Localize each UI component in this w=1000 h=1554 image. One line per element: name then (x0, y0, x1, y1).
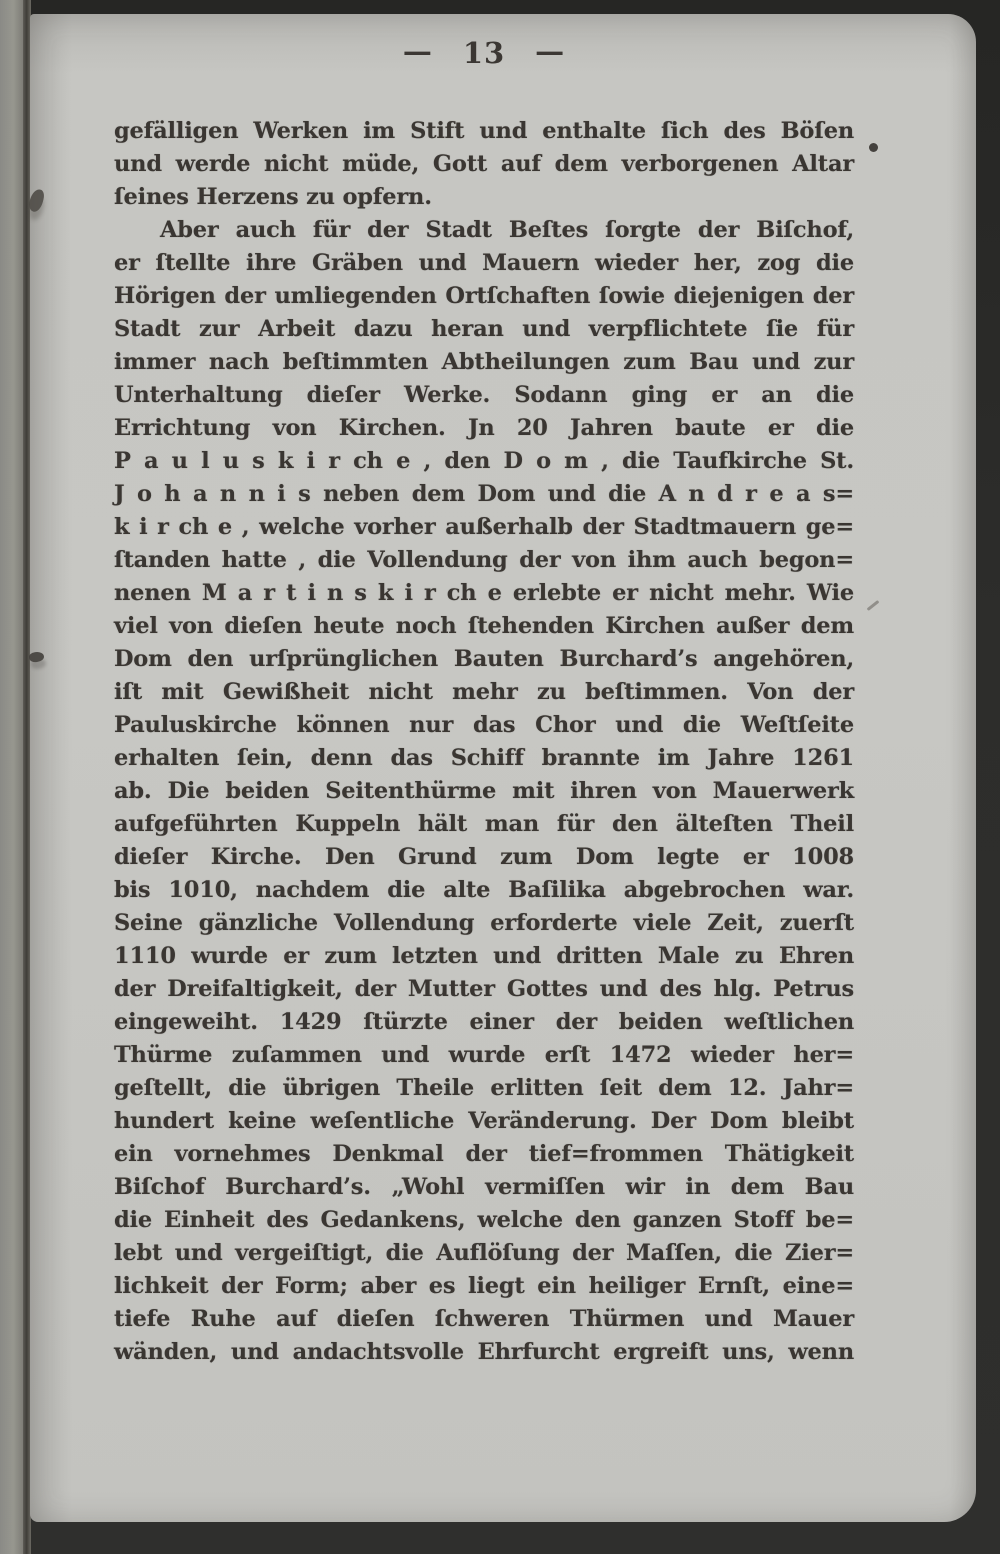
text-line: P a u l u s k i r ch e , den D o m , die Taufkirche St. (114, 448, 854, 474)
text-line: die Einheit des Gedankens, welche den ganzen Stoff be= (114, 1207, 854, 1233)
page-number: 13 (462, 36, 506, 70)
text-line: eingeweiht. 1429 ſtürzte einer der beiden weſtlichen (114, 1009, 854, 1035)
text-line: Hörigen der umliegenden Ortſchaften ſowie diejenigen der (114, 283, 854, 309)
page-header (114, 36, 854, 70)
text-line: lebt und vergeiſtigt, die Auflöſung der Maſſen, die Zier= (114, 1240, 854, 1266)
text-line: Dom den urſprünglichen Bauten Burchard’s angehören, (114, 646, 854, 672)
ink-dot (869, 143, 878, 152)
text-line: nenen M a r t i n s k i r ch e erlebte er nicht mehr. Wie (114, 580, 854, 606)
text-line: lichkeit der Form; aber es liegt ein heiliger Ernſt, eine= (114, 1273, 854, 1299)
text-line: ab. Die beiden Seitenthürme mit ihren von Mauerwerk (114, 778, 854, 804)
text-line: gefälligen Werken im Stift und enthalte ſich des Böſen (114, 118, 854, 144)
text-line: dieſer Kirche. Den Grund zum Dom legte er 1008 (114, 844, 854, 870)
text-line: wänden, und andachtsvolle Ehrfurcht ergreift uns, wenn (114, 1339, 854, 1365)
text-line: geſtellt, die übrigen Theile erlitten ſeit dem 12. Jahr= (114, 1075, 854, 1101)
text-line: Aber auch für der Stadt Beſtes ſorgte der Biſchof, (160, 217, 854, 243)
text-line: Pauluskirche können nur das Chor und die Weſtſeite (114, 712, 854, 738)
header-dash-right: — (535, 34, 566, 68)
text-line: tiefe Ruhe auf dieſen ſchweren Thürmen und Mauer (114, 1306, 854, 1332)
text-line: ſeines Herzens zu opfern. (114, 184, 432, 210)
book-page (30, 14, 976, 1522)
text-line: und werde nicht müde, Gott auf dem verborgenen Altar (114, 151, 854, 177)
text-line: Biſchof Burchard’s. „Wohl vermiſſen wir in dem Bau (114, 1174, 854, 1200)
text-block (114, 115, 854, 1369)
text-line: aufgeführten Kuppeln hält man für den älteſten Theil (114, 811, 854, 837)
text-line: hundert keine weſentliche Veränderung. Der Dom bleibt (114, 1108, 854, 1134)
text-line: Seine gänzliche Vollendung erforderte viele Zeit, zuerſt (114, 910, 854, 936)
header-dash-left: — (402, 34, 433, 68)
adjacent-page-edge (0, 0, 24, 1554)
text-line: immer nach beſtimmten Abtheilungen zum Bau und zur (114, 349, 854, 375)
text-line: iſt mit Gewißheit nicht mehr zu beſtimmen. Von der (114, 679, 854, 705)
text-line: erhalten ſein, denn das Schiff brannte im Jahre 1261 (114, 745, 854, 771)
text-line: 1110 wurde er zum letzten und dritten Male zu Ehren (114, 943, 854, 969)
text-line: der Dreifaltigkeit, der Mutter Gottes und des hlg. Petrus (114, 976, 854, 1002)
text-line: ein vornehmes Denkmal der tief=frommen Thätigkeit (114, 1141, 854, 1167)
text-line: Stadt zur Arbeit dazu heran und verpflichtete ſie für (114, 316, 854, 342)
text-line: J o h a n n i s neben dem Dom und die A n d r e a s= (114, 481, 854, 507)
text-line: k i r ch e , welche vorher außerhalb der Stadtmauern ge= (114, 514, 854, 540)
text-line: Thürme zuſammen und wurde erſt 1472 wieder her= (114, 1042, 854, 1068)
text-line: Unterhaltung dieſer Werke. Sodann ging er an die (114, 382, 854, 408)
text-line: viel von dieſen heute noch ſtehenden Kirchen außer dem (114, 613, 854, 639)
text-line: Errichtung von Kirchen. Jn 20 Jahren baute er die (114, 415, 854, 441)
text-line: ſtanden hatte , die Vollendung der von ihm auch begon= (114, 547, 854, 573)
text-line: bis 1010, nachdem die alte Baſilika abgebrochen war. (114, 877, 854, 903)
text-line: er ſtellte ihre Gräben und Mauern wieder her, zog die (114, 250, 854, 276)
